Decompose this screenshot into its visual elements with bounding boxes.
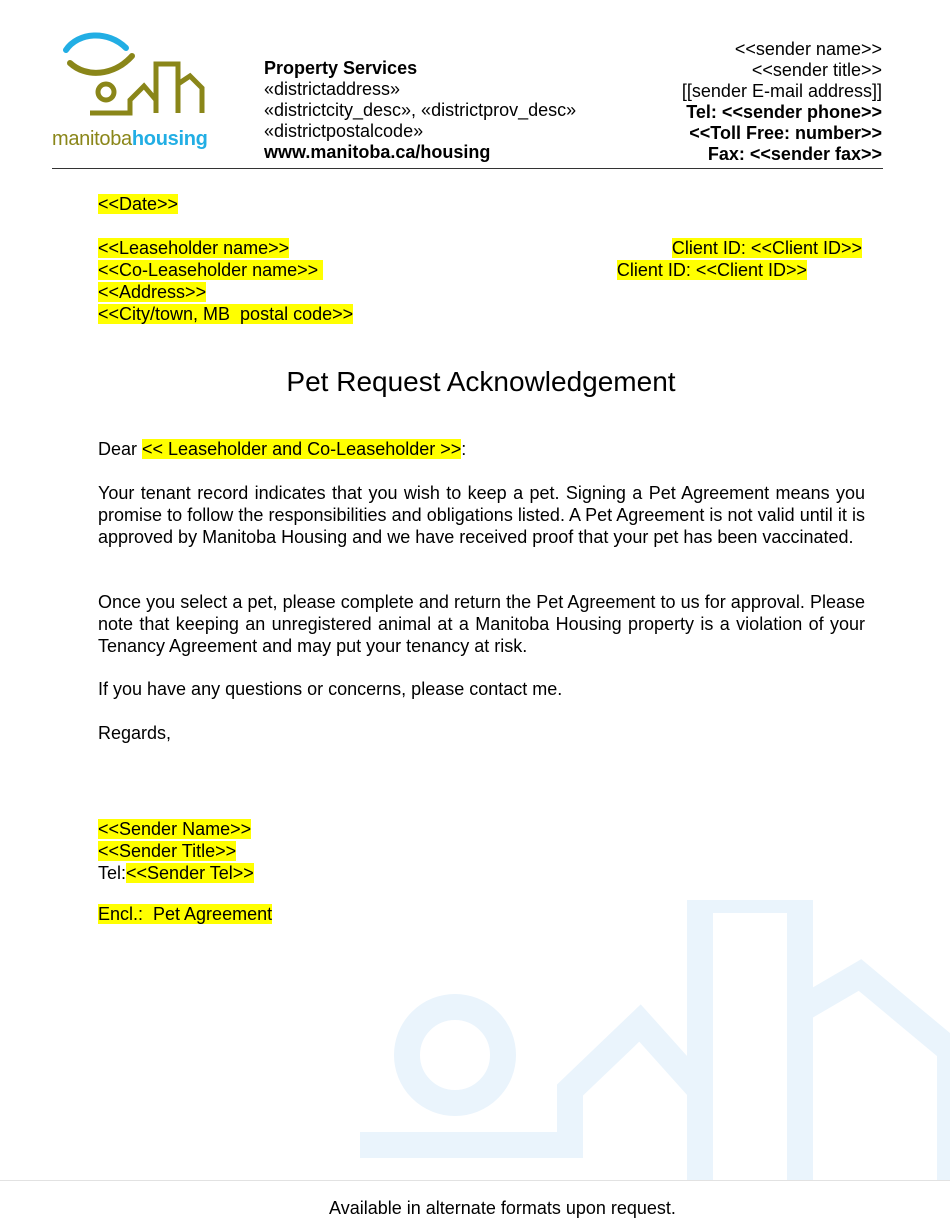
sender-toll-free: <<Toll Free: number>> (689, 123, 882, 143)
sender-title: <<sender title>> (751, 60, 882, 80)
sender-contact-block (682, 39, 882, 165)
sender-phone: Tel: <<sender phone>> (686, 102, 882, 122)
recipient-city: <<City/town, MB postal code>> (98, 304, 354, 324)
salutation-suffix: : (461, 439, 467, 459)
recipient-block (98, 237, 353, 325)
website-link[interactable]: www.manitoba.ca/housing (264, 142, 491, 162)
enclosure (98, 903, 272, 925)
signature-title: <<Sender Title>> (98, 841, 237, 861)
salutation (98, 438, 466, 460)
district-address: «districtaddress» (264, 79, 401, 99)
district-city-province: «districtcity_desc», «districtprov_desc» (264, 100, 577, 120)
paragraph-2: Once you select a pet, please complete and return the Pet Agreement to us for approval. Please note that keeping an unregistered animal at a Manitoba Housing property is a violation of your Tenancy Agreement and may put your tenancy at risk. (98, 592, 865, 656)
signature-name: <<Sender Name>> (98, 819, 252, 839)
district-postal-code: «districtpostalcode» (264, 121, 424, 141)
signature-tel-value: <<Sender Tel>> (126, 863, 254, 883)
salutation-name: << Leaseholder and Co-Leaseholder >> (142, 439, 462, 459)
client-id-1 (672, 237, 862, 259)
recipient-address: <<Address>> (98, 282, 207, 302)
client-id-2-value: Client ID: <<Client ID>> (616, 260, 807, 280)
leaseholder-name: <<Leaseholder name>> (98, 238, 290, 258)
footer-divider (0, 1180, 950, 1181)
logo-wordmark (52, 128, 208, 151)
department-name: Property Services (264, 58, 418, 78)
logo-wordmark-housing: housing (131, 128, 208, 150)
footer-note: Available in alternate formats upon request. (329, 1198, 676, 1218)
manitoba-housing-logo (50, 28, 210, 158)
letter-date (98, 193, 178, 215)
department-address-block (264, 58, 576, 163)
signature-block (98, 818, 254, 884)
client-id-2 (617, 259, 807, 281)
header-divider (52, 168, 883, 169)
paragraph-3: If you have any questions or concerns, please contact me. (98, 679, 563, 699)
client-id-1-value: Client ID: <<Client ID>> (671, 238, 862, 258)
sender-email: [[sender E-mail address]] (681, 81, 882, 101)
logo-wordmark-manitoba: manitoba (52, 128, 132, 150)
enclosure-text: Encl.: Pet Agreement (98, 904, 273, 924)
letter-title: Pet Request Acknowledgement (286, 366, 676, 397)
closing: Regards, (98, 723, 172, 743)
date-placeholder: <<Date>> (98, 194, 179, 214)
paragraph-1: Your tenant record indicates that you wish to keep a pet. Signing a Pet Agreement means you promise to follow the responsibilities and obligations listed. A Pet Agreement is not valid until it is approved by Manitoba Housing and we have received proof that your pet has been vaccinated. (98, 483, 865, 547)
signature-tel-label: Tel: (98, 863, 127, 883)
sender-fax: Fax: <<sender fax>> (707, 144, 882, 164)
salutation-prefix: Dear (98, 439, 143, 459)
sender-name: <<sender name>> (734, 39, 882, 59)
housing-watermark-graphic (360, 900, 950, 1180)
co-leaseholder-name: <<Co-Leaseholder name>> (98, 260, 324, 280)
